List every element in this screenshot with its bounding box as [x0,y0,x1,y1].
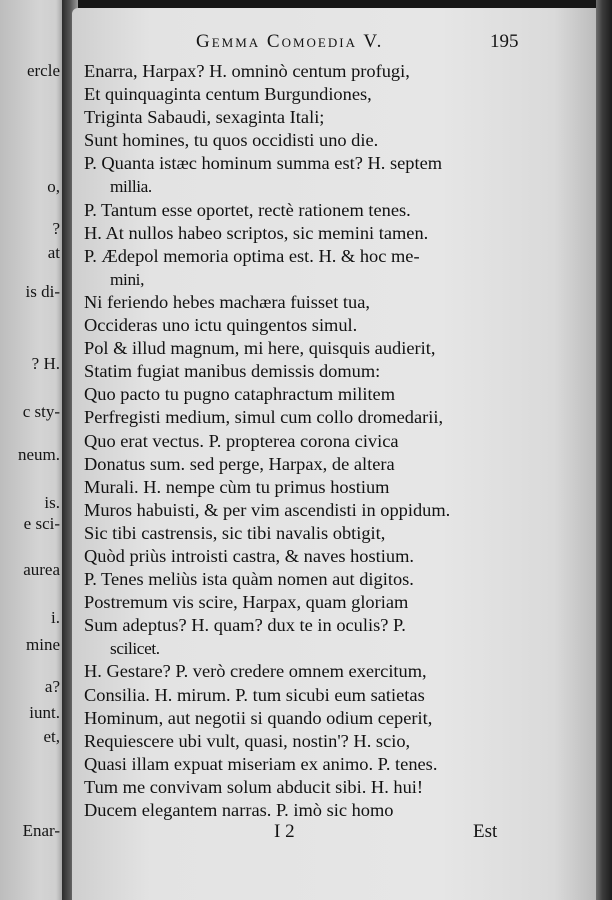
verse-line: Sum adeptus? H. quam? dux te in oculis? P. [84,615,406,636]
verse-line: Postremum vis scire, Harpax, quam gloriam [84,592,409,613]
left-page-fragment: a? [44,677,60,696]
verse-line: Quòd priùs introisti castra, & naves hostium. [84,545,414,566]
verse-line: Tum me convivam solum abducit sibi. H. hui! [84,776,424,797]
verse-line: Statim fugiat manibus demissis domum: [84,361,381,382]
verse-line: scilicet. [110,639,160,659]
left-page-fragment: is. [44,493,60,512]
verse-line: Et quinquaginta centum Burgundiones, [84,84,372,105]
verse-line: Pol & illud magnum, mi here, quisquis audierit, [84,338,436,359]
left-page-fragment: ? H. [31,354,60,373]
left-page-fragment: iunt. [29,703,60,722]
left-page-fragment: ercle [26,61,60,80]
verse-line: Sic tibi castrensis, sic tibi navalis obtigit, [84,522,386,543]
verse-line: P. Tenes meliùs ista quàm nomen aut digitos. [84,569,414,590]
verse-line: H. Gestare? P. verò credere omnem exercitum, [84,661,427,682]
verse-line: millia. [110,177,152,197]
left-page [0,0,66,900]
verse-line: Donatus sum. sed perge, Harpax, de altera [84,453,395,474]
left-page-fragment: Enar- [22,821,60,840]
left-page-fragment: c sty- [22,402,60,421]
verse-line: Ni feriendo hebes machæra fuisset tua, [84,291,370,312]
verse-line: Quo pacto tu pugno cataphractum militem [84,384,396,405]
left-page-fragment: aurea [23,560,60,579]
verse-line: Quo erat vectus. P. propterea corona civica [84,430,399,451]
verse-line: Consilia. H. mirum. P. tum sicubi eum satietas [84,684,425,705]
verse-text [84,60,516,822]
signature-mark: I 2 [274,821,295,842]
left-page-fragment: at [47,243,60,262]
page-footer [84,821,516,845]
verse-line: H. At nullos habeo scriptos, sic memini tamen. [84,222,429,243]
verse-line: Enarra, Harpax? H. omninò centum profugi, [84,61,410,81]
left-page-fragment: et, [43,727,60,746]
verse-line: P. Ædepol memoria optima est. H. & hoc me- [84,245,420,266]
page-number: 195 [490,31,519,52]
verse-line: Murali. H. nempe cùm tu primus hostium [84,476,390,497]
left-page-fragment: neum. [17,445,60,464]
verse-line: P. Tantum esse oportet, rectè rationem tenes. [84,199,411,220]
verse-line: P. Quanta istæc hominum summa est? H. septem [84,153,443,174]
running-head: Gemma Comoedia V. [196,31,384,52]
left-page-fragment: e sci- [23,514,60,533]
verse-line: Occideras uno ictu quingentos simul. [84,315,358,336]
left-page-fragment: ? [52,219,60,238]
verse-line: Hominum, aut negotii si quando odium ceperit, [84,707,433,728]
left-page-fragment: is di- [25,282,60,301]
catchword: Est [473,821,498,842]
verse-line: Ducem elegantem narras. P. imò sic homo [84,800,394,820]
verse-line: Muros habuisti, & per vim ascendisti in oppidum. [84,499,451,520]
verse-line: Quasi illam expuat miseriam ex animo. P. tenes. [84,753,438,774]
verse-line: Triginta Sabaudi, sexaginta Itali; [84,107,325,128]
verse-line: Sunt homines, tu quos occidisti uno die. [84,130,379,151]
verse-line: Perfregisti medium, simul cum collo dromedarii, [84,407,444,428]
verse-line: Requiescere ubi vult, quasi, nostin'? H. scio, [84,730,411,751]
left-page-fragment: o, [47,177,60,196]
left-page-fragment: i. [51,608,60,627]
verse-line: mini, [110,269,145,289]
left-page-fragment: mine [26,635,60,654]
page-edge [596,0,612,900]
